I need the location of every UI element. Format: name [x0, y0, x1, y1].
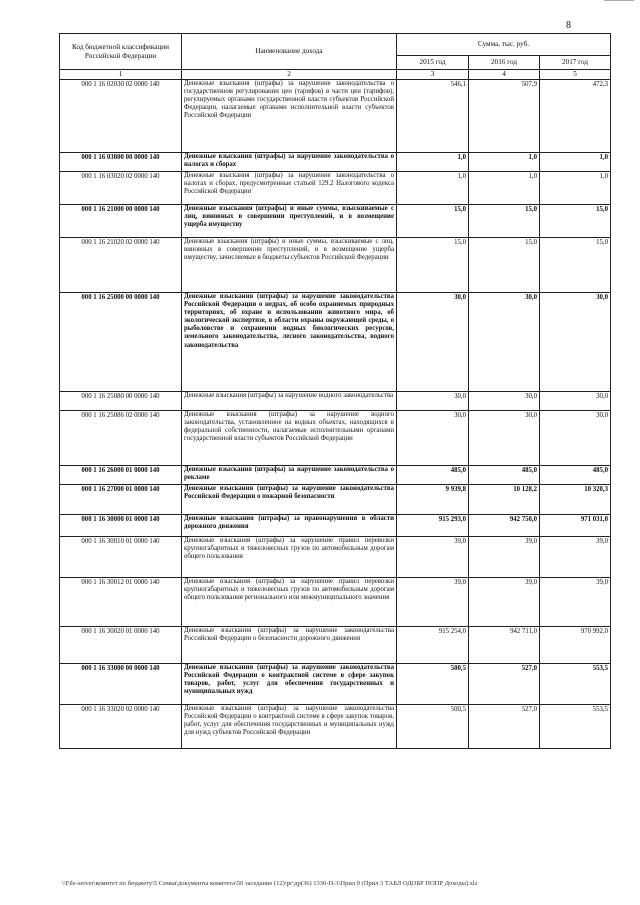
- amount-2015-cell: 30,0: [397, 411, 469, 466]
- amount-2016-cell: 485,0: [469, 466, 540, 485]
- table-row: [60, 205, 611, 238]
- col-number-4: 4: [469, 70, 540, 80]
- table-row: [60, 705, 611, 749]
- amount-2015-cell: 15,0: [397, 205, 469, 238]
- amount-2016-cell: 15,0: [469, 205, 540, 238]
- budget-code-cell: 000 1 16 33020 02 0000 140: [60, 705, 182, 749]
- amount-2015-cell: 1,0: [397, 153, 469, 172]
- amount-2017-cell: 15,0: [540, 238, 611, 293]
- amount-2016-cell: 942 711,0: [469, 627, 540, 664]
- budget-code-cell: 000 1 16 30000 01 0000 140: [60, 515, 182, 537]
- revenue-name-cell: Денежные взыскания (штрафы) за нарушение законодательства о налогах и сборах, предусмотренные статьей 129.2 Налогового кодекса Российской Федерации: [182, 172, 397, 205]
- budget-code-cell: 000 1 16 25080 00 0000 140: [60, 392, 182, 411]
- amount-2016-cell: 10 128,2: [469, 485, 540, 515]
- amount-2015-cell: 485,0: [397, 466, 469, 485]
- amount-2017-cell: 1,0: [540, 172, 611, 205]
- amount-2017-cell: 15,0: [540, 205, 611, 238]
- amount-2017-cell: 553,5: [540, 664, 611, 705]
- amount-2016-cell: 527,0: [469, 705, 540, 749]
- budget-code-cell: 000 1 16 25086 02 0000 140: [60, 411, 182, 466]
- amount-2017-cell: 30,0: [540, 411, 611, 466]
- amount-2015-cell: 30,0: [397, 392, 469, 411]
- budget-code-cell: 000 1 16 21020 02 0000 140: [60, 238, 182, 293]
- amount-2015-cell: 9 939,8: [397, 485, 469, 515]
- table-row: [60, 172, 611, 205]
- col-number-1: 1: [60, 70, 182, 80]
- header-year-2017: 2017 год: [540, 56, 611, 70]
- revenue-name-cell: Денежные взыскания (штрафы) за нарушение законодательства о государственном регулировании цен (тарифов) в части цен (тарифов), регулируемых органами государственной власти субъектов Российской Федерации, налагаемые органами исполнительной власти субъектов Российской Федерации: [182, 80, 397, 153]
- table-row: [60, 664, 611, 705]
- budget-code-cell: 000 1 16 30020 01 0000 140: [60, 627, 182, 664]
- amount-2016-cell: 15,0: [469, 238, 540, 293]
- amount-2016-cell: 507,9: [469, 80, 540, 153]
- table-row: [60, 578, 611, 627]
- amount-2017-cell: 39,0: [540, 578, 611, 627]
- revenue-name-cell: Денежные взыскания (штрафы) за нарушение законодательства Российской Федерации о контрактной системе в сфере закупок товаров, работ, услуг для обеспечения государственных и муниципальных нужд для нужд субъектов Российской Федерации: [182, 705, 397, 749]
- table-row: [60, 466, 611, 485]
- amount-2017-cell: 472,3: [540, 80, 611, 153]
- revenue-name-cell: Денежные взыскания (штрафы) и иные суммы, взыскиваемые с лиц, виновных в совершении преступлений, и в возмещение ущерба имуществу, зачисляемые в бюджеты субъектов Российской Федерации: [182, 238, 397, 293]
- amount-2015-cell: 500,5: [397, 705, 469, 749]
- revenue-name-cell: Денежные взыскания (штрафы) за правонарушения в области дорожного движения: [182, 515, 397, 537]
- amount-2016-cell: 1,0: [469, 153, 540, 172]
- col-number-5: 5: [540, 70, 611, 80]
- scan-mark: [604, 0, 634, 2]
- amount-2017-cell: 1,0: [540, 153, 611, 172]
- revenue-name-cell: Денежные взыскания (штрафы) за нарушение законодательства Российской Федерации о контрактной системе в сфере закупок товаров, работ, услуг для обеспечения государственных и муниципальных нужд: [182, 664, 397, 705]
- table-row: [60, 537, 611, 578]
- amount-2015-cell: 39,0: [397, 578, 469, 627]
- amount-2016-cell: 30,0: [469, 392, 540, 411]
- amount-2016-cell: 39,0: [469, 537, 540, 578]
- revenue-name-cell: Денежные взыскания (штрафы) за нарушение правил перевозки крупногабаритных и тяжеловесных грузов по автомобильным дорогам общего пользования регионального или межмуниципального значения: [182, 578, 397, 627]
- amount-2015-cell: 546,1: [397, 80, 469, 153]
- budget-code-cell: 000 1 16 30010 01 0000 140: [60, 537, 182, 578]
- amount-2015-cell: 500,5: [397, 664, 469, 705]
- amount-2017-cell: 485,0: [540, 466, 611, 485]
- table-row: [60, 627, 611, 664]
- file-path-footer: \\File-server\комитет по бюджету\5 Семья\документы комитета\50 заседание (12)\рг\др(36) 1330-П-3\Прил 9 (Прил 3 ТАБЛ ОДОБР ПОПР Доходы).xls: [62, 880, 478, 887]
- table-row: [60, 485, 611, 515]
- amount-2016-cell: 39,0: [469, 578, 540, 627]
- budget-code-cell: 000 1 16 21000 00 0000 140: [60, 205, 182, 238]
- amount-2015-cell: 915 293,0: [397, 515, 469, 537]
- page-number: 8: [566, 20, 571, 31]
- amount-2015-cell: 915 254,0: [397, 627, 469, 664]
- amount-2017-cell: 10 320,3: [540, 485, 611, 515]
- amount-2016-cell: 527,0: [469, 664, 540, 705]
- table-row: [60, 515, 611, 537]
- budget-code-cell: 000 1 16 03020 02 0000 140: [60, 172, 182, 205]
- amount-2017-cell: 553,5: [540, 705, 611, 749]
- header-code: Код бюджетной классификации Российской Федерации: [60, 34, 182, 70]
- table-row: [60, 153, 611, 172]
- revenue-name-cell: Денежные взыскания (штрафы) за нарушение правил перевозки крупногабаритных и тяжеловесных грузов по автомобильным дорогам общего пользования: [182, 537, 397, 578]
- revenue-name-cell: Денежные взыскания (штрафы) и иные суммы, взыскиваемые с лиц, виновных в совершении преступлений, и в возмещение ущерба имуществу: [182, 205, 397, 238]
- revenue-name-cell: Денежные взыскания (штрафы) за нарушение законодательства Российской Федерации о безопасности дорожного движения: [182, 627, 397, 664]
- budget-code-cell: 000 1 16 02030 02 0000 140: [60, 80, 182, 153]
- budget-code-cell: 000 1 16 33000 00 0000 140: [60, 664, 182, 705]
- table-body: [60, 80, 611, 749]
- header-year-2015: 2015 год: [397, 56, 469, 70]
- col-number-3: 3: [397, 70, 469, 80]
- amount-2016-cell: 30,0: [469, 411, 540, 466]
- revenue-name-cell: Денежные взыскания (штрафы) за нарушение законодательства Российской Федерации о недрах, об особо охраняемых природных территориях, об охране и использовании животного мира, об экологической экспертизе, в области охраны окружающей среды, о рыболовстве и сохранении водных биологических ресурсов, земельного законодательства, лесного законодательства, водного законодательства: [182, 293, 397, 392]
- revenue-name-cell: Денежные взыскания (штрафы) за нарушение водного законодательства, установленное на водных объектах, находящихся в федеральной собственности, налагаемые исполнительными органами государственной власти субъектов Российской Федерации: [182, 411, 397, 466]
- budget-code-cell: 000 1 16 26000 01 0000 140: [60, 466, 182, 485]
- amount-2016-cell: 942 750,0: [469, 515, 540, 537]
- amount-2017-cell: 970 992,0: [540, 627, 611, 664]
- revenue-name-cell: Денежные взыскания (штрафы) за нарушение законодательства о рекламе: [182, 466, 397, 485]
- revenue-name-cell: Денежные взыскания (штрафы) за нарушение законодательства Российской Федерации о пожарной безопасности: [182, 485, 397, 515]
- amount-2017-cell: 30,0: [540, 293, 611, 392]
- amount-2017-cell: 30,0: [540, 392, 611, 411]
- amount-2016-cell: 30,0: [469, 293, 540, 392]
- revenue-table: [59, 33, 611, 749]
- table-row: [60, 80, 611, 153]
- revenue-name-cell: Денежные взыскания (штрафы) за нарушение законодательства о налогах и сборах: [182, 153, 397, 172]
- col-number-2: 2: [182, 70, 397, 80]
- table-row: [60, 238, 611, 293]
- table-row: [60, 411, 611, 466]
- header-year-2016: 2016 год: [469, 56, 540, 70]
- revenue-name-cell: Денежные взыскания (штрафы) за нарушение водного законодательства: [182, 392, 397, 411]
- budget-code-cell: 000 1 16 25000 00 0000 140: [60, 293, 182, 392]
- table-row: [60, 293, 611, 392]
- header-name: Наименование дохода: [182, 34, 397, 70]
- revenue-table-container: [59, 33, 610, 749]
- budget-code-cell: 000 1 16 27000 01 0000 140: [60, 485, 182, 515]
- amount-2015-cell: 39,0: [397, 537, 469, 578]
- amount-2017-cell: 971 031,0: [540, 515, 611, 537]
- amount-2016-cell: 1,0: [469, 172, 540, 205]
- amount-2015-cell: 30,0: [397, 293, 469, 392]
- budget-code-cell: 000 1 16 30012 01 0000 140: [60, 578, 182, 627]
- amount-2015-cell: 1,0: [397, 172, 469, 205]
- amount-2017-cell: 39,0: [540, 537, 611, 578]
- header-sum: Сумма, тыс. руб.: [397, 34, 611, 56]
- table-row: [60, 392, 611, 411]
- amount-2015-cell: 15,0: [397, 238, 469, 293]
- budget-code-cell: 000 1 16 03000 00 0000 140: [60, 153, 182, 172]
